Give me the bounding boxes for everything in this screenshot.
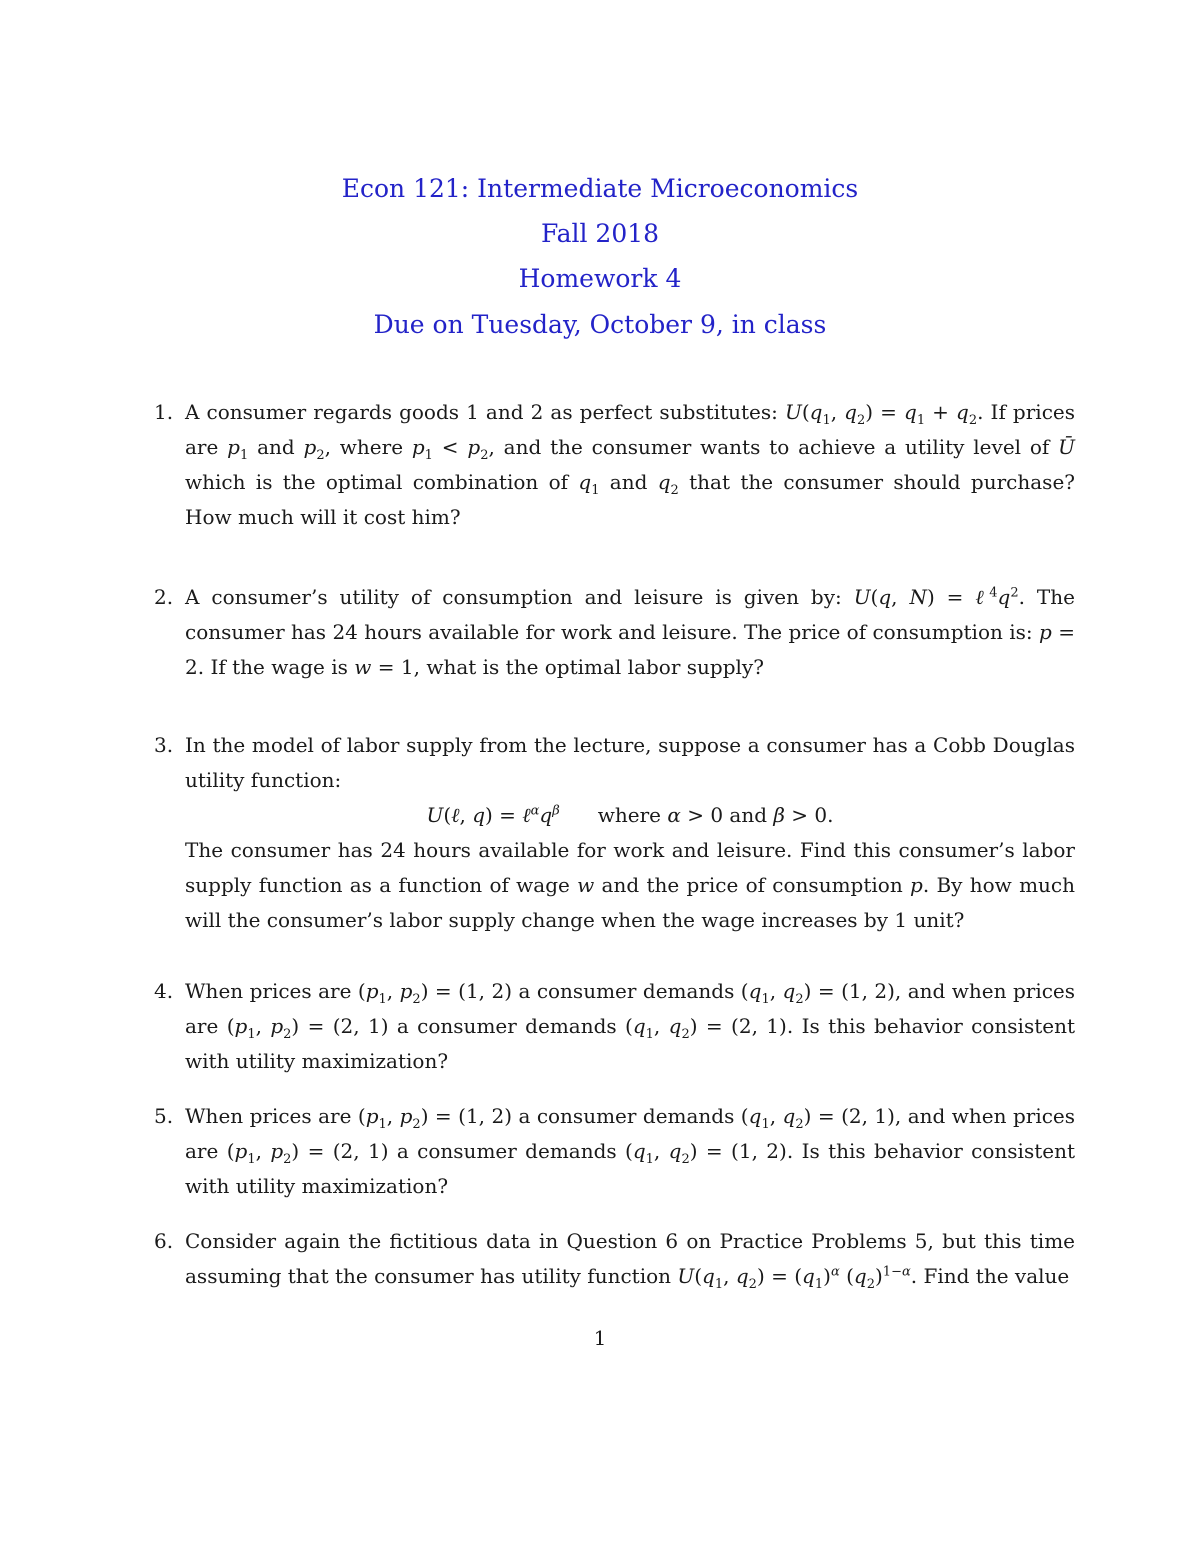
- question-1: [154, 395, 1076, 535]
- question-number: 6.: [154, 1229, 174, 1253]
- question-number: 2.: [154, 585, 174, 609]
- term: Fall 2018: [540, 219, 660, 248]
- question-5: [154, 1099, 1076, 1204]
- question-number: 5.: [154, 1104, 174, 1128]
- question-text-continued: The consumer has 24 hours available for work and leisure. Find this consumer’s labor supply function as a function of wage w and the price of consumption p. By how much will the consumer’s labor supply change when the wage increases by 1 unit?: [185, 838, 1075, 932]
- question-text: Consider again the fictitious data in Question 6 on Practice Problems 5, but this time assuming that the consumer has utility function $U(q_1$, $q_2) = (q_1)^\alpha$ $(q_2)^{1-\alpha}$. Find the value: [185, 1229, 1075, 1292]
- question-text: In the model of labor supply from the lecture, suppose a consumer has a Cobb Douglas utility function:: [185, 733, 1075, 792]
- question-text: A consumer’s utility of consumption and leisure is given by: U(q, $N) = \ell^4q^2$. The consumer has 24 hours available for work and leisure. The price of consumption is: p = 2. If the wage is w = 1, what is the optimal labor supply?: [185, 585, 1075, 679]
- question-3: [154, 728, 1075, 938]
- due-date: Due on Tuesday, October 9, in class: [373, 310, 827, 339]
- assignment-title: Homework 4: [518, 264, 682, 293]
- question-text: When prices are ($p_1$, $p_2) = (1$, 2) a consumer demands ($q_1$, $q_2) = (1$, 2), and when prices are ($p_1$, $p_2) = (2$, 1) a consumer demands ($q_1$, $q_2) = (2$, 1). Is this behavior consistent with utility maximization?: [185, 979, 1076, 1073]
- question-text: A consumer regards goods 1 and 2 as perfect substitutes: $U(q_1$, $q_2) = q_1 + q_2$. If prices are $p_1$ and $p_2$, where $p_1 < p_2$, and the consumer wants to achieve a utility level of Ū which is the optimal combination of $q_1$ and $q_2$ that the consumer should purchase? How much will it cost him?: [185, 400, 1076, 529]
- question-number: 1.: [154, 400, 174, 424]
- course-title: Econ 121: Intermediate Microeconomics: [341, 174, 859, 203]
- question-4: [154, 974, 1076, 1079]
- question-6: [154, 1224, 1075, 1294]
- page-number: 1: [593, 1326, 607, 1350]
- question-text: When prices are ($p_1$, $p_2) = (1$, 2) a consumer demands ($q_1$, $q_2) = (2$, 1), and when prices are ($p_1$, $p_2) = (2$, 1) a consumer demands ($q_1$, $q_2) = (1$, 2). Is this behavior consistent with utility maximization?: [185, 1104, 1076, 1198]
- question-2: [154, 580, 1075, 685]
- question-number: 4.: [154, 979, 174, 1003]
- utility-equation: U(ℓ, $q) = \ell^\alpha q^\beta$ where α > 0 and β > 0.: [426, 803, 834, 827]
- question-number: 3.: [154, 733, 174, 757]
